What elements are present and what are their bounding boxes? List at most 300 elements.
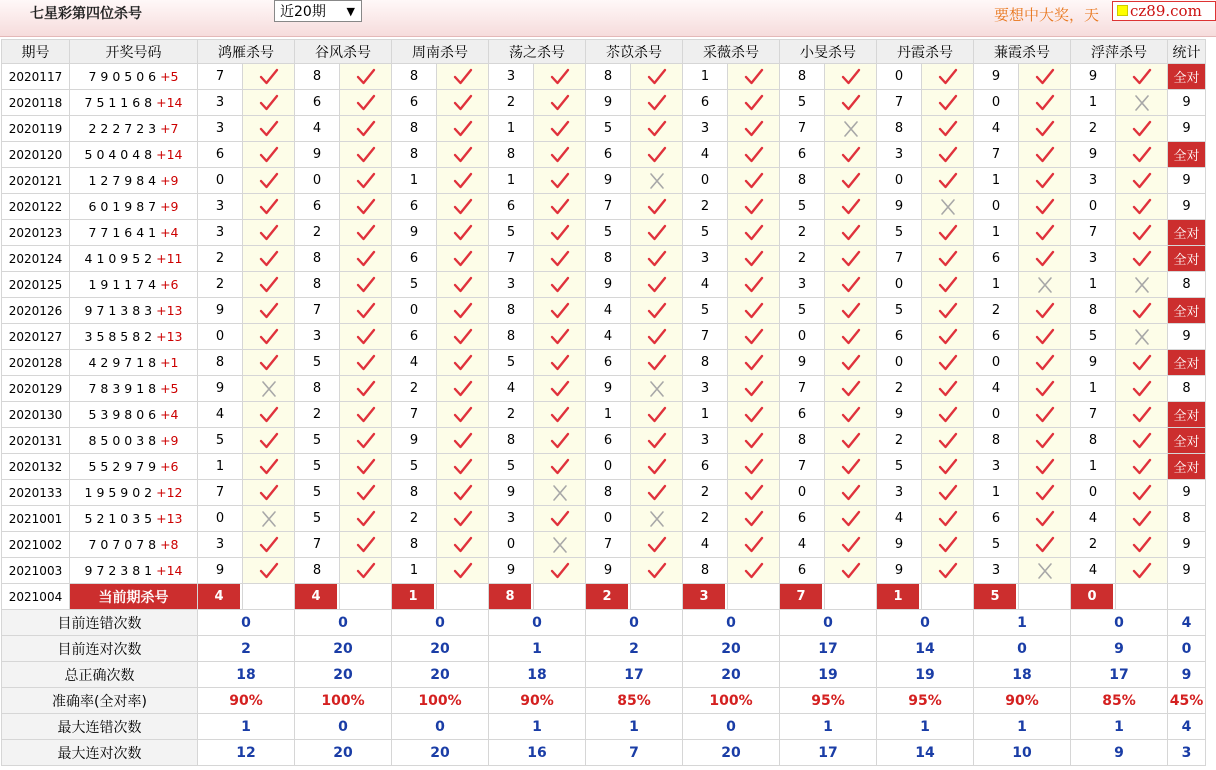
summary-row (2, 662, 1206, 688)
site-logo[interactable] (1112, 1, 1216, 21)
check-icon (744, 95, 764, 110)
result-mark-cell (437, 480, 489, 506)
result-mark-cell (340, 142, 392, 168)
draw-digits: 5 0 4 0 4 8 (84, 147, 153, 162)
table-row (2, 194, 1206, 220)
summary-row (2, 636, 1206, 662)
result-mark-cell (437, 90, 489, 116)
result-mark-cell (728, 64, 780, 90)
logo-text: cz89.com (1130, 2, 1202, 20)
check-icon (647, 485, 667, 500)
result-mark-cell (922, 402, 974, 428)
draw-number-cell (70, 506, 198, 532)
summary-label: 最大连对次数 (2, 740, 198, 766)
stat-cell: 9 (1168, 168, 1206, 194)
top-bar (0, 0, 1216, 37)
result-mark-cell (631, 558, 683, 584)
kill-number-cell: 3 (295, 324, 340, 350)
check-icon (841, 69, 861, 84)
summary-value: 20 (295, 662, 392, 688)
check-icon (550, 69, 570, 84)
kill-number-cell: 8 (877, 116, 922, 142)
draw-digits: 7 5 1 1 6 8 (84, 95, 153, 110)
kill-number-cell: 3 (198, 532, 243, 558)
result-mark-cell (922, 64, 974, 90)
header-cell: 鸿雁杀号 (198, 40, 295, 64)
kill-number-cell: 3 (489, 506, 534, 532)
check-icon (259, 173, 279, 188)
kill-number-cell: 5 (1071, 324, 1116, 350)
kill-number-cell: 3 (198, 220, 243, 246)
check-icon (1132, 121, 1152, 136)
result-mark-cell (1116, 246, 1168, 272)
period-select[interactable] (274, 0, 362, 22)
check-icon (453, 277, 473, 292)
check-icon (356, 173, 376, 188)
check-icon (744, 563, 764, 578)
summary-value: 1 (877, 714, 974, 740)
summary-value: 90% (974, 688, 1071, 714)
summary-value: 18 (198, 662, 295, 688)
period-cell: 2021003 (2, 558, 70, 584)
result-mark-cell (1116, 376, 1168, 402)
result-mark-cell (1019, 246, 1071, 272)
summary-value: 0 (1071, 610, 1168, 636)
summary-value: 2 (198, 636, 295, 662)
check-icon (1132, 459, 1152, 474)
draw-digits: 1 9 1 1 7 4 (88, 277, 157, 292)
kill-number-cell: 3 (683, 376, 728, 402)
kill-number-cell: 9 (586, 558, 631, 584)
check-icon (550, 303, 570, 318)
result-mark-cell (922, 298, 974, 324)
check-icon (550, 173, 570, 188)
current-kill-cell (586, 584, 631, 610)
check-icon (1035, 95, 1055, 110)
check-icon (744, 277, 764, 292)
header-cell: 小旻杀号 (780, 40, 877, 64)
result-mark-cell (1116, 90, 1168, 116)
check-icon (259, 199, 279, 214)
summary-value: 1 (974, 714, 1071, 740)
draw-digits: 9 7 2 3 8 1 (84, 563, 153, 578)
kill-number-cell: 8 (489, 298, 534, 324)
kill-number-cell: 7 (974, 142, 1019, 168)
result-mark-cell (534, 194, 586, 220)
check-icon (647, 199, 667, 214)
result-mark-cell (631, 64, 683, 90)
check-icon (1035, 147, 1055, 162)
stat-cell: 全对 (1168, 220, 1206, 246)
result-mark-cell (1116, 428, 1168, 454)
header-cell: 采薇杀号 (683, 40, 780, 64)
draw-digits: 4 2 9 7 1 8 (88, 355, 157, 370)
kill-number-cell: 7 (877, 246, 922, 272)
check-icon (938, 511, 958, 526)
result-mark-cell (437, 272, 489, 298)
stat-cell: 9 (1168, 116, 1206, 142)
result-mark-cell (437, 506, 489, 532)
kill-number-cell: 9 (392, 220, 437, 246)
result-mark-cell (728, 350, 780, 376)
summary-stat: 9 (1168, 662, 1206, 688)
result-mark-cell (1019, 298, 1071, 324)
kill-number-cell: 0 (586, 506, 631, 532)
check-icon (259, 433, 279, 448)
period-cell: 2020123 (2, 220, 70, 246)
result-mark-cell (243, 272, 295, 298)
summary-value: 85% (586, 688, 683, 714)
header-cell: 谷风杀号 (295, 40, 392, 64)
result-mark-cell (728, 324, 780, 350)
result-mark-cell (534, 454, 586, 480)
check-icon (453, 329, 473, 344)
check-icon (938, 95, 958, 110)
result-mark-cell (1019, 220, 1071, 246)
kill-number-cell: 8 (489, 428, 534, 454)
result-mark-cell (340, 194, 392, 220)
period-cell: 2020122 (2, 194, 70, 220)
kill-number-cell: 7 (683, 324, 728, 350)
kill-number-cell: 3 (877, 142, 922, 168)
summary-value: 17 (780, 636, 877, 662)
kill-number-cell: 9 (877, 558, 922, 584)
draw-number-cell (70, 64, 198, 90)
draw-plus: +5 (160, 381, 179, 396)
summary-value: 100% (295, 688, 392, 714)
result-mark-cell (825, 402, 877, 428)
check-icon (938, 303, 958, 318)
result-mark-cell (1019, 532, 1071, 558)
draw-plus: +9 (160, 173, 179, 188)
summary-value: 100% (392, 688, 489, 714)
result-mark-cell (534, 246, 586, 272)
check-icon (453, 147, 473, 162)
check-icon (1132, 511, 1152, 526)
check-icon (259, 251, 279, 266)
draw-number-cell (70, 90, 198, 116)
check-icon (453, 563, 473, 578)
result-mark-cell (1019, 168, 1071, 194)
result-mark-cell (243, 220, 295, 246)
result-mark-cell (243, 558, 295, 584)
result-mark-cell (631, 194, 683, 220)
page-title: 七星彩第四位杀号 (30, 6, 142, 22)
check-icon (1035, 303, 1055, 318)
kill-number-cell: 1 (198, 454, 243, 480)
kill-number-cell: 4 (683, 532, 728, 558)
kill-number-cell: 0 (877, 272, 922, 298)
kill-number-cell: 5 (295, 454, 340, 480)
check-icon (1132, 173, 1152, 188)
kill-number-cell: 9 (198, 558, 243, 584)
draw-plus: +1 (160, 355, 179, 370)
kill-number-cell: 1 (392, 168, 437, 194)
check-icon (841, 251, 861, 266)
draw-number-cell (70, 220, 198, 246)
result-mark-cell (534, 272, 586, 298)
kill-number-cell: 5 (295, 506, 340, 532)
kill-number-cell: 6 (489, 194, 534, 220)
kill-number-cell: 8 (295, 64, 340, 90)
summary-value: 18 (974, 662, 1071, 688)
result-mark-cell (922, 376, 974, 402)
header-cell: 开奖号码 (70, 40, 198, 64)
result-mark-cell (631, 272, 683, 298)
result-mark-cell (825, 428, 877, 454)
check-icon (356, 121, 376, 136)
result-mark-cell (437, 168, 489, 194)
current-kill-number: 8 (489, 584, 531, 609)
kill-number-cell: 5 (489, 350, 534, 376)
result-mark-cell (340, 402, 392, 428)
result-mark-cell (1116, 220, 1168, 246)
period-cell: 2020128 (2, 350, 70, 376)
summary-stat: 4 (1168, 714, 1206, 740)
result-mark-cell (340, 272, 392, 298)
summary-stat: 45% (1168, 688, 1206, 714)
current-period-row (2, 584, 1206, 610)
kill-number-cell: 8 (489, 324, 534, 350)
result-mark-cell (825, 90, 877, 116)
result-mark-cell (922, 454, 974, 480)
draw-plus: +12 (156, 485, 183, 500)
summary-row (2, 610, 1206, 636)
result-mark-cell (1019, 402, 1071, 428)
kill-number-cell: 2 (877, 376, 922, 402)
summary-label: 目前连错次数 (2, 610, 198, 636)
check-icon (453, 459, 473, 474)
kill-number-cell: 9 (295, 142, 340, 168)
check-icon (550, 407, 570, 422)
result-mark-cell (728, 454, 780, 480)
result-mark-cell (922, 90, 974, 116)
kill-number-cell: 8 (295, 376, 340, 402)
summary-stat: 0 (1168, 636, 1206, 662)
current-stat-cell (1168, 584, 1206, 610)
check-icon (259, 95, 279, 110)
kill-number-cell: 0 (877, 64, 922, 90)
check-icon (259, 147, 279, 162)
table-row (2, 454, 1206, 480)
kill-number-cell: 5 (780, 194, 825, 220)
kill-number-cell: 3 (1071, 246, 1116, 272)
check-icon (647, 147, 667, 162)
result-mark-cell (437, 116, 489, 142)
header-cell: 蒹霞杀号 (974, 40, 1071, 64)
check-icon (841, 381, 861, 396)
result-mark-cell (437, 532, 489, 558)
kill-number-cell: 3 (489, 64, 534, 90)
kill-number-cell: 4 (198, 402, 243, 428)
kill-number-cell: 5 (392, 272, 437, 298)
kill-number-cell: 9 (1071, 142, 1116, 168)
kill-number-cell: 9 (586, 376, 631, 402)
kill-number-cell: 4 (295, 116, 340, 142)
draw-number-cell (70, 480, 198, 506)
stat-cell: 全对 (1168, 64, 1206, 90)
kill-number-cell: 7 (392, 402, 437, 428)
summary-value: 1 (489, 636, 586, 662)
summary-value: 20 (683, 636, 780, 662)
draw-number-cell (70, 428, 198, 454)
check-icon (744, 173, 764, 188)
kill-number-cell: 6 (392, 194, 437, 220)
period-cell: 2020121 (2, 168, 70, 194)
result-mark-cell (825, 480, 877, 506)
result-mark-cell (243, 246, 295, 272)
check-icon (1132, 563, 1152, 578)
check-icon (938, 433, 958, 448)
kill-number-cell: 8 (392, 116, 437, 142)
check-icon (1035, 69, 1055, 84)
kill-number-cell: 8 (295, 272, 340, 298)
check-icon (453, 121, 473, 136)
check-icon (550, 95, 570, 110)
check-icon (1035, 355, 1055, 370)
kill-number-cell: 0 (974, 402, 1019, 428)
kill-number-cell: 4 (1071, 506, 1116, 532)
check-icon (744, 381, 764, 396)
check-icon (744, 121, 764, 136)
summary-value: 19 (877, 662, 974, 688)
draw-digits: 7 8 3 9 1 8 (88, 381, 157, 396)
result-mark-cell (1019, 272, 1071, 298)
check-icon (647, 355, 667, 370)
draw-plus: +14 (156, 563, 183, 578)
check-icon (550, 147, 570, 162)
kill-number-cell: 2 (974, 298, 1019, 324)
kill-number-cell: 0 (877, 350, 922, 376)
kill-number-cell: 0 (780, 324, 825, 350)
current-kill-number: 4 (198, 584, 240, 609)
result-mark-cell (340, 168, 392, 194)
summary-value: 95% (877, 688, 974, 714)
kill-number-table (1, 39, 1206, 766)
result-mark-cell (825, 168, 877, 194)
check-icon (938, 355, 958, 370)
kill-number-cell: 2 (489, 402, 534, 428)
kill-number-cell: 1 (1071, 454, 1116, 480)
check-icon (1132, 355, 1152, 370)
draw-plus: +6 (160, 277, 179, 292)
check-icon (1132, 251, 1152, 266)
draw-digits: 7 7 1 6 4 1 (88, 225, 157, 240)
table-row (2, 298, 1206, 324)
result-mark-cell (534, 480, 586, 506)
header-cell: 期号 (2, 40, 70, 64)
kill-number-cell: 9 (392, 428, 437, 454)
check-icon (259, 563, 279, 578)
kill-number-cell: 7 (198, 480, 243, 506)
check-icon (1035, 121, 1055, 136)
check-icon (1035, 511, 1055, 526)
check-icon (1132, 485, 1152, 500)
header-cell: 浮萍杀号 (1071, 40, 1168, 64)
current-kill-cell (974, 584, 1019, 610)
kill-number-cell: 5 (877, 298, 922, 324)
header-cell: 周南杀号 (392, 40, 489, 64)
result-mark-cell (922, 558, 974, 584)
check-icon (744, 485, 764, 500)
current-kill-blank (631, 584, 683, 610)
stat-cell: 9 (1168, 90, 1206, 116)
period-cell: 2020119 (2, 116, 70, 142)
result-mark-cell (1019, 480, 1071, 506)
table-row (2, 90, 1206, 116)
kill-number-cell: 2 (489, 90, 534, 116)
check-icon (938, 563, 958, 578)
kill-number-cell: 8 (198, 350, 243, 376)
summary-value: 0 (198, 610, 295, 636)
check-icon (550, 225, 570, 240)
kill-number-cell: 6 (780, 142, 825, 168)
check-icon (841, 433, 861, 448)
draw-number-cell (70, 272, 198, 298)
result-mark-cell (825, 116, 877, 142)
result-mark-cell (340, 116, 392, 142)
check-icon (356, 95, 376, 110)
kill-number-cell: 6 (392, 324, 437, 350)
check-icon (841, 225, 861, 240)
result-mark-cell (243, 350, 295, 376)
summary-value: 17 (1071, 662, 1168, 688)
kill-number-cell: 6 (392, 90, 437, 116)
result-mark-cell (437, 324, 489, 350)
result-mark-cell (631, 116, 683, 142)
check-icon (259, 329, 279, 344)
result-mark-cell (825, 194, 877, 220)
check-icon (841, 147, 861, 162)
result-mark-cell (728, 402, 780, 428)
cross-icon (1035, 563, 1055, 578)
kill-number-cell: 5 (489, 454, 534, 480)
current-kill-number: 1 (392, 584, 434, 609)
check-icon (938, 329, 958, 344)
check-icon (841, 277, 861, 292)
draw-plus: +7 (160, 121, 179, 136)
result-mark-cell (1116, 298, 1168, 324)
result-mark-cell (728, 506, 780, 532)
kill-number-cell: 2 (683, 480, 728, 506)
kill-number-cell: 8 (392, 480, 437, 506)
period-cell: 2020129 (2, 376, 70, 402)
summary-value: 90% (198, 688, 295, 714)
result-mark-cell (631, 90, 683, 116)
current-kill-cell (877, 584, 922, 610)
check-icon (356, 433, 376, 448)
summary-value: 1 (489, 714, 586, 740)
result-mark-cell (340, 558, 392, 584)
period-cell: 2020127 (2, 324, 70, 350)
draw-digits: 2 2 2 7 2 3 (88, 121, 157, 136)
banner-slogan[interactable]: 要想中大奖，天 (994, 6, 1100, 24)
kill-number-cell: 3 (974, 454, 1019, 480)
check-icon (647, 433, 667, 448)
check-icon (356, 511, 376, 526)
result-mark-cell (243, 90, 295, 116)
check-icon (259, 407, 279, 422)
check-icon (550, 511, 570, 526)
result-mark-cell (243, 142, 295, 168)
kill-number-cell: 9 (586, 168, 631, 194)
kill-number-cell: 6 (683, 454, 728, 480)
result-mark-cell (631, 142, 683, 168)
result-mark-cell (534, 142, 586, 168)
result-mark-cell (1116, 506, 1168, 532)
check-icon (1035, 225, 1055, 240)
result-mark-cell (1019, 194, 1071, 220)
